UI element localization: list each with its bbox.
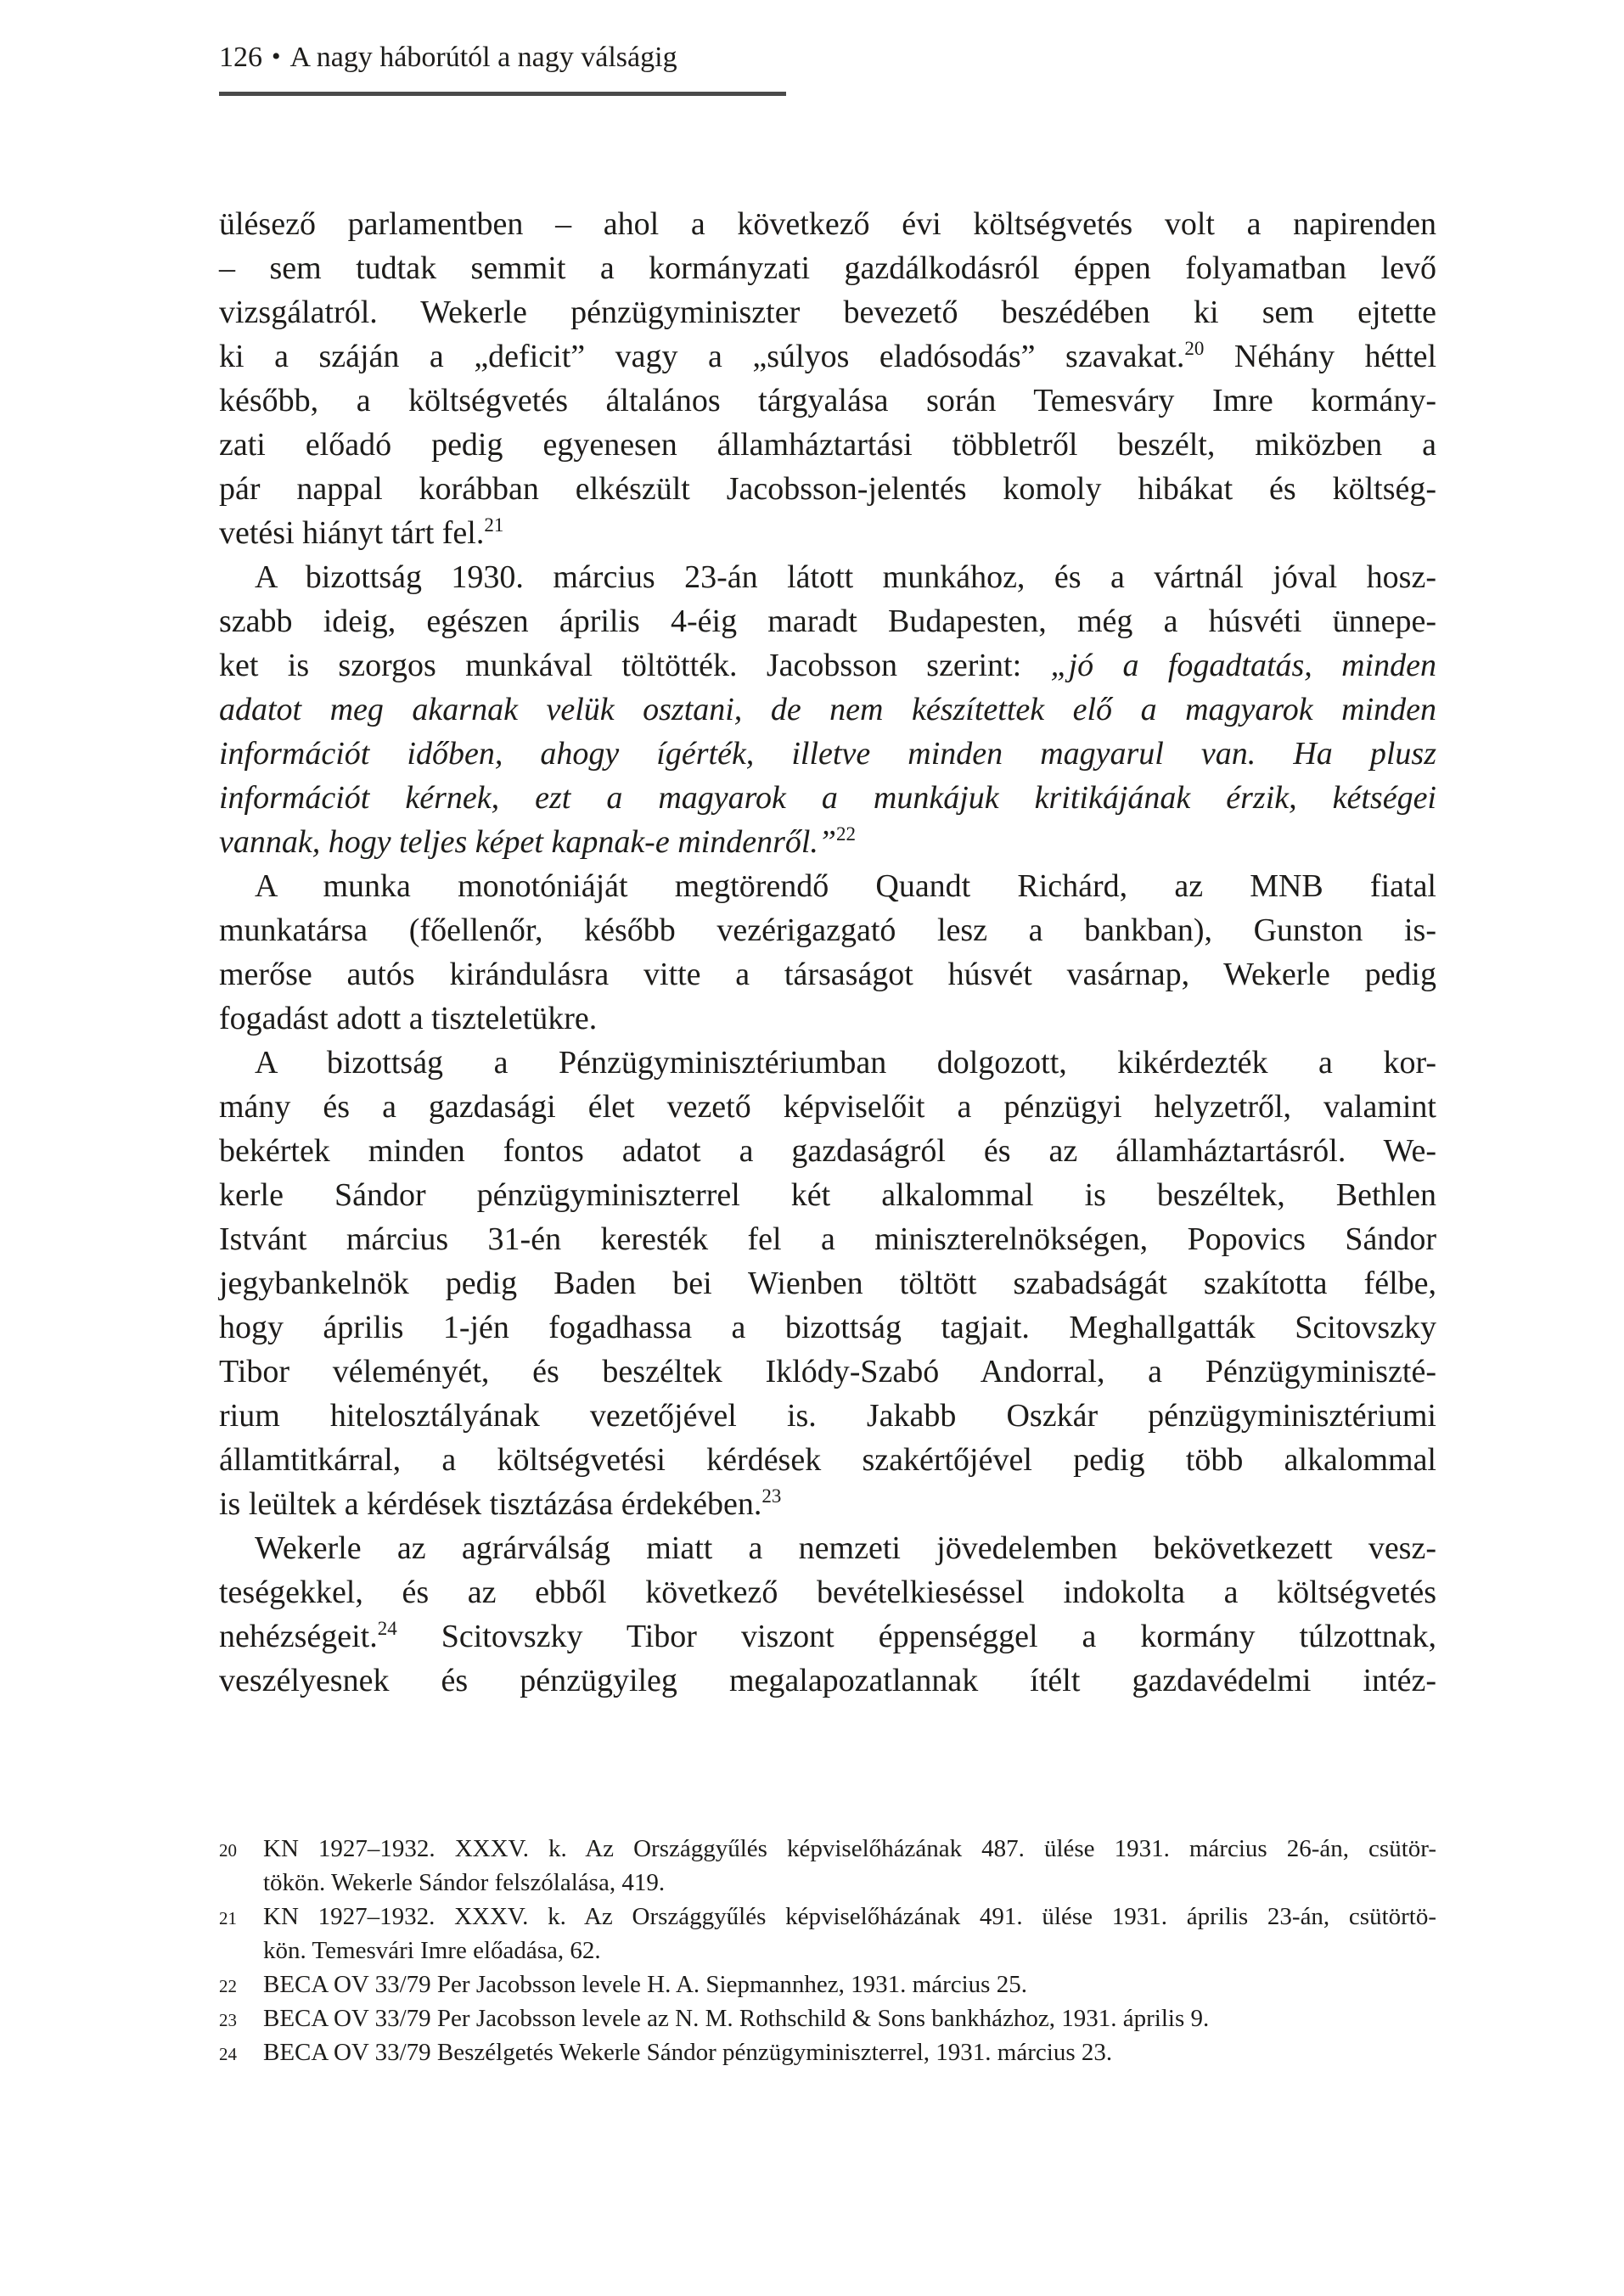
text-line [219,1085,1436,1129]
text-run: vizsgálatról. Wekerle pénzügyminiszter bevezető beszédében ki sem ejtette [219,295,1436,330]
running-title: A nagy háborútól a nagy válságig [289,42,677,73]
text-run: ülésező parlamentben – ahol a következő évi költségvetés volt a napirenden [219,206,1436,242]
footnote-ref: 20 [1184,338,1205,359]
text-run: információt kérnek, ezt a magyarok a munkájuk kritikájának érzik, kétségei [219,780,1436,816]
text-run: bekértek minden fontos adatot a gazdaságról és az államháztartásról. We- [219,1133,1436,1169]
text-line [219,1129,1436,1173]
text-line [263,1900,1436,1934]
text-run: pár nappal korábban elkészült Jacobsson-jelentés komoly hibákat és költség- [219,471,1436,507]
text-run: BECA OV 33/79 Per Jacobsson levele H. A. Siepmannhez, 1931. március 25. [263,1971,1027,1998]
text-line [219,1305,1436,1350]
text-line [219,1041,1436,1085]
text-run: vetési hiányt tárt fel. [219,515,485,551]
text-line [219,246,1436,290]
text-line [219,1614,1436,1659]
page-number: 126 [219,42,262,73]
text-line [219,688,1436,732]
text-line [219,379,1436,423]
text-line [263,2035,1436,2069]
text-line [219,555,1436,599]
text-line [263,1832,1436,1866]
text-line [219,1659,1436,1703]
text-run: KN 1927–1932. XXXV. k. Az Országgyűlés képviselőházának 491. ülése 1931. április 23-án, csütörtö- [263,1903,1436,1930]
text-line [219,334,1436,379]
text-run: szabb ideig, egészen április 4-éig maradt Budapesten, még a húsvéti ünnepe- [219,603,1436,639]
text-run: is leültek a kérdések tisztázása érdekében. [219,1486,762,1522]
footnote [219,1900,1436,1968]
text-run: fogadást adott a tiszteletükre. [219,1001,598,1036]
header-rule [219,92,786,96]
text-run: A bizottság 1930. március 23-án látott munkához, és a vártnál jóval hosz- [255,559,1436,595]
text-run: információt időben, ahogy ígérték, illetve minden magyarul van. Ha plusz [219,736,1436,772]
text-run: A bizottság a Pénzügyminisztériumban dolgozott, kikérdezték a kor- [255,1045,1436,1081]
text-run: Scitovszky Tibor viszont éppenséggel a kormány túlzottnak, [396,1619,1436,1654]
text-line [219,511,1436,555]
text-run: nehézségeit. [219,1619,378,1654]
text-run: BECA OV 33/79 Beszélgetés Wekerle Sándor pénzügyminiszterrel, 1931. március 23. [263,2039,1113,2066]
footnote [219,1832,1436,1900]
text-run: később, a költségvetés általános tárgyalása során Temesváry Imre kormány- [219,383,1436,418]
text-line [219,1438,1436,1482]
footnote-number: 23 [219,2010,237,2030]
body-text [219,202,1436,1703]
text-run: BECA OV 33/79 Per Jacobsson levele az N. M. Rothschild & Sons bankházhoz, 1931. április 9. [263,2005,1210,2032]
text-run: ki a száján a „deficit” vagy a „súlyos eladósodás” szavakat. [219,339,1185,374]
text-run: zati előadó pedig egyenesen államháztartási többletről beszélt, miközben a [219,427,1436,463]
text-line [219,996,1436,1041]
text-line [219,732,1436,776]
text-line [219,1482,1436,1526]
text-run: Néhány héttel [1204,339,1436,374]
text-line [219,290,1436,334]
paragraph [219,1041,1436,1526]
text-line [263,2001,1436,2035]
text-run: államtitkárral, a költségvetési kérdések szakértőjével pedig több alkalommal [219,1442,1436,1478]
footnote-ref: 24 [377,1618,397,1639]
footnote-ref: 22 [836,823,857,845]
text-line [219,908,1436,952]
text-run: – sem tudtak semmit a kormányzati gazdálkodásról éppen folyamatban levő [219,250,1436,286]
paragraph [219,555,1436,864]
text-line [263,1968,1436,2001]
footnote [219,1968,1436,2001]
text-line [219,1261,1436,1305]
text-line [219,820,1436,864]
footnote [219,2001,1436,2035]
text-run: ket is szorgos munkával töltötték. Jacobsson szerint: [219,648,1051,683]
text-line [219,202,1436,246]
text-run: A munka monotóniáját megtörendő Quandt Richárd, az MNB fiatal [255,868,1436,904]
text-line [263,1934,1436,1968]
text-run: teségekkel, és az ebből következő bevételkieséssel indokolta a költségvetés [219,1575,1436,1610]
paragraph [219,202,1436,555]
running-header [219,41,1436,76]
text-run: merőse autós kirándulásra vitte a társaságot húsvét vasárnap, Wekerle pedig [219,957,1436,992]
text-line [263,1866,1436,1900]
text-run: kön. Temesvári Imre előadása, 62. [263,1937,601,1964]
text-run: kerle Sándor pénzügyminiszterrel két alkalommal is beszéltek, Bethlen [219,1177,1436,1213]
footnote-ref: 21 [484,514,504,536]
text-run: munkatársa (főellenőr, később vezérigazgató lesz a bankban), Gunston is- [219,912,1436,948]
text-run: KN 1927–1932. XXXV. k. Az Országgyűlés képviselőházának 487. ülése 1931. március 26-án, csütör- [263,1835,1436,1862]
text-line [219,1394,1436,1438]
text-line [219,599,1436,643]
text-line [219,776,1436,820]
text-run: Tibor véleményét, és beszéltek Iklódy-Szabó Andorral, a Pénzügyminiszté- [219,1354,1436,1389]
text-run: hogy április 1-jén fogadhassa a bizottság tagjait. Meghallgatták Scitovszky [219,1310,1436,1345]
text-line [219,1350,1436,1394]
text-line [219,643,1436,688]
text-line [219,423,1436,467]
footnote-number: 24 [219,2044,237,2064]
paragraph [219,1526,1436,1703]
footnote-number: 22 [219,1976,237,1996]
text-run: Istvánt március 31-én keresték fel a miniszterelnökségen, Popovics Sándor [219,1221,1436,1257]
text-run: tökön. Wekerle Sándor felszólalása, 419. [263,1869,666,1896]
text-run: vannak, hogy teljes képet kapnak-e mindenről.” [219,824,837,860]
bullet-separator: • [272,42,281,70]
text-run: adatot meg akarnak velük osztani, de nem készítettek elő a magyarok minden [219,692,1436,727]
footnote-number: 21 [219,1908,237,1928]
footnote [219,2035,1436,2069]
text-line [219,952,1436,996]
text-line [219,1217,1436,1261]
text-line [219,1173,1436,1217]
footnote-number: 20 [219,1840,237,1861]
text-run: mány és a gazdasági élet vezető képviselőit a pénzügyi helyzetről, valamint [219,1089,1436,1125]
footnote-ref: 23 [761,1485,782,1507]
text-run: veszélyesnek és pénzügyileg megalapozatlannak ítélt gazdavédelmi intéz- [219,1663,1436,1698]
text-run: Wekerle az agrárválság miatt a nemzeti jövedelemben bekövetkezett vesz- [255,1530,1436,1566]
text-line [219,467,1436,511]
footnotes-section [219,1832,1436,2069]
text-line [219,864,1436,908]
text-run: rium hitelosztályának vezetőjével is. Jakabb Oszkár pénzügyminisztériumi [219,1398,1436,1434]
paragraph [219,864,1436,1041]
text-line [219,1570,1436,1614]
text-run: „jó a fogadtatás, minden [1050,648,1436,683]
text-run: jegybankelnök pedig Baden bei Wienben töltött szabadságát szakította félbe, [219,1266,1436,1301]
text-line [219,1526,1436,1570]
